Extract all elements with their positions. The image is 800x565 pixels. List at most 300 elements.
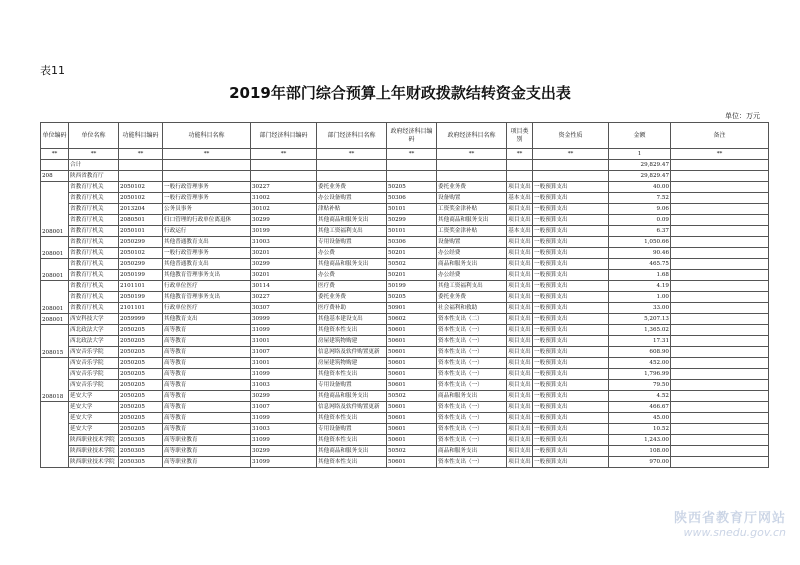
gov-econ-code: 50601 <box>387 402 437 413</box>
dept-econ-code: 31007 <box>251 402 317 413</box>
unit-name: 省教育厅机关 <box>69 193 119 204</box>
marker-cell: ** <box>163 149 251 160</box>
unit-code: 208001 <box>41 259 69 281</box>
project-type: 基本支出 <box>507 226 533 237</box>
gov-econ-code: 50601 <box>387 347 437 358</box>
remark <box>671 292 769 303</box>
project-type: 项目支出 <box>507 402 533 413</box>
marker-cell: ** <box>69 149 119 160</box>
table-body <box>41 149 769 468</box>
function-name: 高等教育 <box>163 336 251 347</box>
function-name: 公务员事务 <box>163 204 251 215</box>
dept-econ-code: 31099 <box>251 435 317 446</box>
function-name: 高等教育 <box>163 402 251 413</box>
amount: 1,243.00 <box>609 435 671 446</box>
function-code: 2050101 <box>119 226 163 237</box>
dept-econ-name: 办公费 <box>317 248 387 259</box>
remark <box>671 259 769 270</box>
function-name: 高等教育 <box>163 424 251 435</box>
table-row <box>41 226 769 237</box>
header-cell: 资金性质 <box>533 123 609 149</box>
amount: 1,050.66 <box>609 237 671 248</box>
dept-econ-name: 委托业务费 <box>317 292 387 303</box>
unit-name: 延安大学 <box>69 424 119 435</box>
remark <box>671 358 769 369</box>
project-type: 项目支出 <box>507 292 533 303</box>
amount: 45.00 <box>609 413 671 424</box>
remark <box>671 314 769 325</box>
table-row <box>41 303 769 314</box>
function-code: 2050205 <box>119 402 163 413</box>
dept-econ-name: 其他资本性支出 <box>317 369 387 380</box>
remark <box>671 347 769 358</box>
function-code: 2050199 <box>119 292 163 303</box>
function-name: 高等教育 <box>163 358 251 369</box>
unit-name: 省教育厅机关 <box>69 270 119 281</box>
dept-econ-name: 房屋建筑物购建 <box>317 336 387 347</box>
dept-econ-code: 30201 <box>251 270 317 281</box>
unit-name: 西北政法大学 <box>69 325 119 336</box>
fund-nature: 一般预算支出 <box>533 358 609 369</box>
dept-econ-name: 房屋建筑物购建 <box>317 358 387 369</box>
gov-econ-code: 50306 <box>387 237 437 248</box>
amount: 4.52 <box>609 391 671 402</box>
function-code: 2050205 <box>119 391 163 402</box>
remark <box>671 226 769 237</box>
remark <box>671 204 769 215</box>
function-name: 高等教育 <box>163 325 251 336</box>
project-type: 项目支出 <box>507 336 533 347</box>
unit-code <box>41 402 69 468</box>
dept-econ-code: 30299 <box>251 259 317 270</box>
gov-econ-code: 50601 <box>387 380 437 391</box>
fund-nature: 一般预算支出 <box>533 457 609 468</box>
marker-cell: ** <box>317 149 387 160</box>
dept-econ-code: 30114 <box>251 281 317 292</box>
department-amount: 29,829.47 <box>609 171 671 182</box>
marker-cell: 1 <box>609 149 671 160</box>
fund-nature: 一般预算支出 <box>533 369 609 380</box>
function-code: 2050305 <box>119 446 163 457</box>
function-name: 行政单位医疗 <box>163 303 251 314</box>
dept-econ-name: 委托业务费 <box>317 182 387 193</box>
gov-econ-name: 工资奖金津补贴 <box>437 204 507 215</box>
table-row <box>41 380 769 391</box>
function-code: 2059999 <box>119 314 163 325</box>
function-name: 高等教育 <box>163 391 251 402</box>
table-row <box>41 413 769 424</box>
amount: 108.00 <box>609 446 671 457</box>
function-name: 一般行政管理事务 <box>163 182 251 193</box>
function-code: 2013204 <box>119 204 163 215</box>
function-name: 其他普通教育支出 <box>163 237 251 248</box>
project-type: 项目支出 <box>507 435 533 446</box>
project-type: 项目支出 <box>507 369 533 380</box>
dept-econ-name: 信息网络及软件购置更新 <box>317 402 387 413</box>
function-name: 其他教育管理事务支出 <box>163 270 251 281</box>
unit-name: 陕西职业技术学院 <box>69 435 119 446</box>
project-type: 项目支出 <box>507 391 533 402</box>
dept-econ-code: 30102 <box>251 204 317 215</box>
function-code: 2050205 <box>119 413 163 424</box>
fund-nature: 一般预算支出 <box>533 248 609 259</box>
dept-econ-name: 信息网络及软件购置更新 <box>317 347 387 358</box>
table-row <box>41 270 769 281</box>
dept-econ-name: 办公设备购置 <box>317 193 387 204</box>
fund-nature: 一般预算支出 <box>533 424 609 435</box>
gov-econ-name: 资本性支出（一） <box>437 336 507 347</box>
remark <box>671 281 769 292</box>
header-cell: 单位名称 <box>69 123 119 149</box>
remark <box>671 303 769 314</box>
function-name: 高等教育 <box>163 413 251 424</box>
total-code-cell <box>41 160 69 171</box>
fund-nature: 一般预算支出 <box>533 347 609 358</box>
gov-econ-name: 其他商品和服务支出 <box>437 215 507 226</box>
header-cell: 金额 <box>609 123 671 149</box>
table-row <box>41 182 769 193</box>
gov-econ-name: 办公经费 <box>437 270 507 281</box>
gov-econ-code: 50299 <box>387 215 437 226</box>
amount: 466.67 <box>609 402 671 413</box>
project-type: 项目支出 <box>507 424 533 435</box>
fund-nature: 一般预算支出 <box>533 270 609 281</box>
dept-econ-name: 其他基本建设支出 <box>317 314 387 325</box>
dept-econ-code: 31001 <box>251 336 317 347</box>
marker-cell: ** <box>41 149 69 160</box>
dept-econ-name: 专用设备购置 <box>317 424 387 435</box>
remark <box>671 336 769 347</box>
dept-econ-code: 30199 <box>251 226 317 237</box>
fund-nature: 一般预算支出 <box>533 435 609 446</box>
total-amount: 29,829.47 <box>609 160 671 171</box>
project-type: 项目支出 <box>507 259 533 270</box>
table-row <box>41 325 769 336</box>
amount: 465.75 <box>609 259 671 270</box>
function-code: 2050102 <box>119 182 163 193</box>
header-cell: 单位编码 <box>41 123 69 149</box>
gov-econ-name: 资本性支出（一） <box>437 402 507 413</box>
function-code: 2101101 <box>119 281 163 292</box>
unit-name: 陕西职业技术学院 <box>69 457 119 468</box>
dept-econ-name: 其他商品和服务支出 <box>317 446 387 457</box>
marker-cell: ** <box>437 149 507 160</box>
unit-name: 省教育厅机关 <box>69 215 119 226</box>
project-type: 项目支出 <box>507 413 533 424</box>
gov-econ-name: 商品和服务支出 <box>437 446 507 457</box>
gov-econ-code: 50602 <box>387 314 437 325</box>
amount: 1,365.02 <box>609 325 671 336</box>
fund-nature: 一般预算支出 <box>533 402 609 413</box>
unit-name: 延安大学 <box>69 413 119 424</box>
dept-econ-name: 办公费 <box>317 270 387 281</box>
dept-econ-code: 30299 <box>251 391 317 402</box>
function-name: 行政运行 <box>163 226 251 237</box>
watermark <box>674 507 786 539</box>
dept-econ-code: 30227 <box>251 182 317 193</box>
amount: 90.46 <box>609 248 671 259</box>
project-type: 项目支出 <box>507 204 533 215</box>
unit-code: 208001 <box>41 314 69 325</box>
gov-econ-name: 社会福利和救助 <box>437 303 507 314</box>
gov-econ-name: 商品和服务支出 <box>437 259 507 270</box>
gov-econ-name: 其他工资福利支出 <box>437 281 507 292</box>
function-name: 高等职业教育 <box>163 457 251 468</box>
dept-econ-code: 31003 <box>251 380 317 391</box>
table-row <box>41 259 769 270</box>
function-name: 高等教育 <box>163 347 251 358</box>
fund-nature: 一般预算支出 <box>533 446 609 457</box>
remark <box>671 237 769 248</box>
gov-econ-name: 资本性支出（一） <box>437 369 507 380</box>
total-label: 合计 <box>69 160 119 171</box>
marker-cell: ** <box>251 149 317 160</box>
function-code: 2080501 <box>119 215 163 226</box>
unit-name: 省教育厅机关 <box>69 248 119 259</box>
fund-nature: 一般预算支出 <box>533 259 609 270</box>
amount: 9.06 <box>609 204 671 215</box>
fund-nature: 一般预算支出 <box>533 215 609 226</box>
project-type: 项目支出 <box>507 358 533 369</box>
gov-econ-code: 50901 <box>387 303 437 314</box>
gov-econ-code: 50201 <box>387 270 437 281</box>
marker-cell: ** <box>533 149 609 160</box>
gov-econ-code: 50601 <box>387 424 437 435</box>
dept-econ-code: 30999 <box>251 314 317 325</box>
fund-nature: 一般预算支出 <box>533 281 609 292</box>
fund-nature: 一般预算支出 <box>533 237 609 248</box>
dept-econ-code: 31001 <box>251 358 317 369</box>
page-title: 2019年部门综合预算上年财政拨款结转资金支出表 <box>229 84 571 102</box>
function-name: 高等职业教育 <box>163 446 251 457</box>
unit-name: 延安大学 <box>69 391 119 402</box>
table-row <box>41 435 769 446</box>
gov-econ-code: 50601 <box>387 413 437 424</box>
dept-econ-name: 津贴补贴 <box>317 204 387 215</box>
unit-name: 陕西职业技术学院 <box>69 446 119 457</box>
dept-econ-code: 30299 <box>251 215 317 226</box>
function-code: 2050205 <box>119 325 163 336</box>
remark <box>671 270 769 281</box>
function-name: 其他教育支出 <box>163 314 251 325</box>
header-cell: 项目类别 <box>507 123 533 149</box>
table-number: 表11 <box>40 64 65 77</box>
amount: 10.52 <box>609 424 671 435</box>
function-name: 一般行政管理事务 <box>163 193 251 204</box>
marker-cell: ** <box>119 149 163 160</box>
dept-econ-code: 31099 <box>251 413 317 424</box>
project-type: 项目支出 <box>507 182 533 193</box>
dept-econ-name: 其他商品和服务支出 <box>317 391 387 402</box>
unit-name: 省教育厅机关 <box>69 182 119 193</box>
gov-econ-code: 50502 <box>387 391 437 402</box>
gov-econ-name: 资本性支出（二） <box>437 314 507 325</box>
unit-name: 省教育厅机关 <box>69 204 119 215</box>
project-type: 项目支出 <box>507 248 533 259</box>
dept-econ-name: 其他资本性支出 <box>317 457 387 468</box>
dept-econ-code: 31099 <box>251 325 317 336</box>
gov-econ-code: 50201 <box>387 248 437 259</box>
header-cell: 部门经济科目名称 <box>317 123 387 149</box>
watermark-url: www.snedu.gov.cn <box>683 526 786 539</box>
gov-econ-code: 50601 <box>387 325 437 336</box>
gov-econ-name: 设备购置 <box>437 237 507 248</box>
gov-econ-code: 50601 <box>387 358 437 369</box>
dept-econ-name: 其他资本性支出 <box>317 413 387 424</box>
fund-nature: 一般预算支出 <box>533 292 609 303</box>
remark <box>671 248 769 259</box>
project-type: 项目支出 <box>507 314 533 325</box>
marker-cell: ** <box>507 149 533 160</box>
gov-econ-name: 资本性支出（一） <box>437 358 507 369</box>
unit-code: 208001 <box>41 281 69 314</box>
project-type: 项目支出 <box>507 270 533 281</box>
function-name: 一般行政管理事务 <box>163 248 251 259</box>
unit-code: 208001 <box>41 237 69 259</box>
table-header <box>41 123 769 149</box>
header-cell: 政府经济科目编码 <box>387 123 437 149</box>
gov-econ-name: 委托业务费 <box>437 292 507 303</box>
remark <box>671 457 769 468</box>
function-code: 2050199 <box>119 270 163 281</box>
dept-econ-code: 30307 <box>251 303 317 314</box>
amount: 970.00 <box>609 457 671 468</box>
dept-econ-code: 30227 <box>251 292 317 303</box>
remark <box>671 435 769 446</box>
amount: 17.31 <box>609 336 671 347</box>
table-row <box>41 314 769 325</box>
dept-econ-name: 其他工资福利支出 <box>317 226 387 237</box>
unit-name: 省教育厅机关 <box>69 226 119 237</box>
gov-econ-name: 资本性支出（一） <box>437 380 507 391</box>
remark <box>671 325 769 336</box>
dept-econ-name: 医疗费补助 <box>317 303 387 314</box>
gov-econ-name: 商品和服务支出 <box>437 391 507 402</box>
remark <box>671 215 769 226</box>
gov-econ-name: 办公经费 <box>437 248 507 259</box>
project-type: 项目支出 <box>507 237 533 248</box>
department-name: 陕西省教育厅 <box>69 171 119 182</box>
unit-name: 延安大学 <box>69 402 119 413</box>
amount: 608.90 <box>609 347 671 358</box>
gov-econ-name: 委托业务费 <box>437 182 507 193</box>
table-row <box>41 193 769 204</box>
gov-econ-code: 50101 <box>387 226 437 237</box>
gov-econ-code: 50502 <box>387 259 437 270</box>
gov-econ-name: 资本性支出（一） <box>437 325 507 336</box>
fund-nature: 一般预算支出 <box>533 314 609 325</box>
amount: 1,796.99 <box>609 369 671 380</box>
fund-nature: 一般预算支出 <box>533 226 609 237</box>
unit-name: 西安音乐学院 <box>69 380 119 391</box>
unit-code: 208015 <box>41 325 69 358</box>
function-code: 2050299 <box>119 237 163 248</box>
dept-econ-name: 其他资本性支出 <box>317 325 387 336</box>
function-code: 2050205 <box>119 347 163 358</box>
dept-econ-name: 其他资本性支出 <box>317 435 387 446</box>
unit-name: 省教育厅机关 <box>69 303 119 314</box>
amount: 5,207.13 <box>609 314 671 325</box>
amount: 1.00 <box>609 292 671 303</box>
dept-econ-code: 31002 <box>251 193 317 204</box>
gov-econ-code: 50205 <box>387 292 437 303</box>
table-row <box>41 292 769 303</box>
project-type: 基本支出 <box>507 193 533 204</box>
gov-econ-code: 50101 <box>387 204 437 215</box>
gov-econ-code: 50199 <box>387 281 437 292</box>
fund-nature: 一般预算支出 <box>533 380 609 391</box>
header-cell: 政府经济科目名称 <box>437 123 507 149</box>
remark <box>671 413 769 424</box>
dept-econ-code: 31099 <box>251 369 317 380</box>
fund-nature: 一般预算支出 <box>533 193 609 204</box>
dept-econ-code: 31003 <box>251 237 317 248</box>
function-name: 高等教育 <box>163 369 251 380</box>
fund-nature: 一般预算支出 <box>533 325 609 336</box>
table-row <box>41 215 769 226</box>
function-code: 2050305 <box>119 457 163 468</box>
remark <box>671 391 769 402</box>
amount: 6.37 <box>609 226 671 237</box>
function-code: 2050102 <box>119 193 163 204</box>
table-row <box>41 237 769 248</box>
function-code: 2050205 <box>119 369 163 380</box>
marker-row <box>41 149 769 160</box>
gov-econ-name: 设备购置 <box>437 193 507 204</box>
gov-econ-code: 50601 <box>387 457 437 468</box>
project-type: 项目支出 <box>507 281 533 292</box>
project-type: 项目支出 <box>507 446 533 457</box>
function-code: 2050102 <box>119 248 163 259</box>
department-row <box>41 171 769 182</box>
function-code: 2050205 <box>119 424 163 435</box>
budget-table <box>40 122 769 468</box>
gov-econ-code: 50205 <box>387 182 437 193</box>
gov-econ-name: 资本性支出（一） <box>437 347 507 358</box>
project-type: 项目支出 <box>507 457 533 468</box>
total-row <box>41 160 769 171</box>
function-code: 2050299 <box>119 259 163 270</box>
unit-code: 208018 <box>41 358 69 402</box>
function-name: 行政单位医疗 <box>163 281 251 292</box>
dept-econ-name: 专用设备购置 <box>317 237 387 248</box>
amount: 1.68 <box>609 270 671 281</box>
table-row <box>41 204 769 215</box>
fund-nature: 一般预算支出 <box>533 204 609 215</box>
fund-nature: 一般预算支出 <box>533 182 609 193</box>
dept-econ-code: 31099 <box>251 457 317 468</box>
project-type: 项目支出 <box>507 347 533 358</box>
amount: 79.50 <box>609 380 671 391</box>
header-cell: 功能科目名称 <box>163 123 251 149</box>
unit-name: 西安音乐学院 <box>69 369 119 380</box>
amount: 33.00 <box>609 303 671 314</box>
dept-econ-code: 31003 <box>251 424 317 435</box>
header-cell: 部门经济科目编码 <box>251 123 317 149</box>
remark <box>671 369 769 380</box>
header-cell: 备注 <box>671 123 769 149</box>
function-name: 归口管理的行政单位离退休 <box>163 215 251 226</box>
table-row <box>41 336 769 347</box>
project-type: 项目支出 <box>507 215 533 226</box>
table-row <box>41 391 769 402</box>
table-row <box>41 347 769 358</box>
project-type: 项目支出 <box>507 380 533 391</box>
amount: 0.09 <box>609 215 671 226</box>
function-code: 2050205 <box>119 336 163 347</box>
gov-econ-code: 50601 <box>387 336 437 347</box>
function-code: 2101101 <box>119 303 163 314</box>
